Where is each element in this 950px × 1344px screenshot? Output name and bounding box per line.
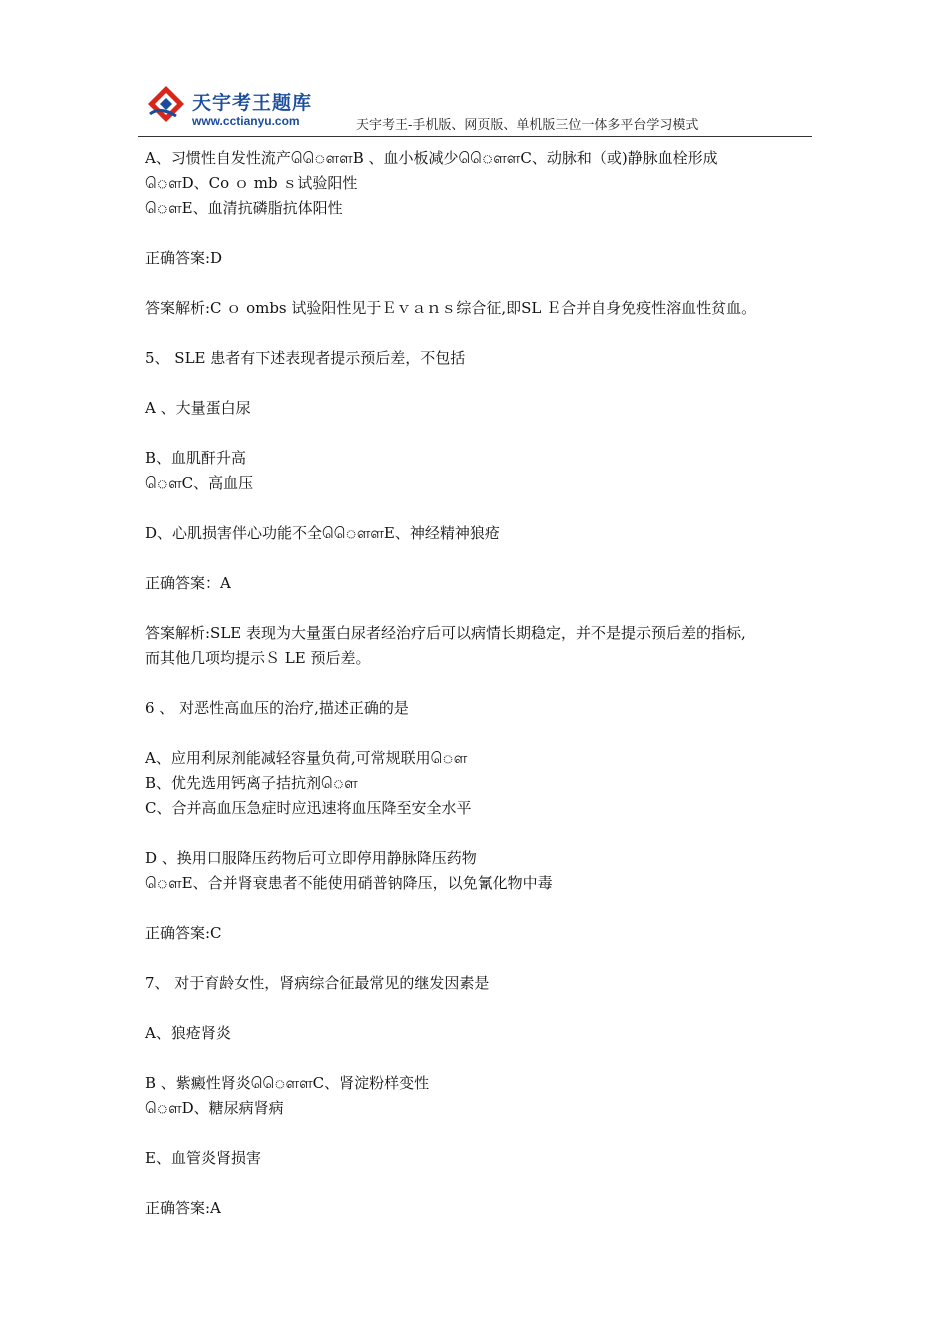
text-line: A、狼疮肾炎: [145, 1024, 231, 1042]
text-line: 正确答案:A: [145, 1199, 221, 1217]
logo: [144, 82, 334, 134]
text-line: B、血肌酐升高: [145, 449, 247, 467]
text-line: 正确答案:D: [145, 249, 223, 267]
text-line: C、合并高血压急症时应迅速将血压降至安全水平: [145, 799, 472, 817]
text-line: ௌE、合并肾衰患者不能使用硝普钠降压，以免氰化物中毒: [145, 874, 553, 892]
text-line: E、血管炎肾损害: [145, 1149, 261, 1167]
text-line: B 、紫癜性肾炎ௌௌC、肾淀粉样变性: [145, 1074, 430, 1092]
text-line: A、应用利尿剂能减轻容量负荷,可常规联用ௌ: [145, 749, 468, 767]
blank-line: [145, 1046, 817, 1071]
blank-line: [145, 221, 817, 246]
document-body: [145, 146, 817, 1221]
blank-line: [145, 271, 817, 296]
logo-text: 天宇考王题库: [192, 92, 313, 114]
blank-line: [145, 896, 817, 921]
blank-line: [145, 821, 817, 846]
blank-line: [145, 421, 817, 446]
text-line: D、心肌损害伴心功能不全ௌௌE、神经精神狼疮: [145, 524, 500, 542]
text-line: B、优先选用钙离子拮抗剂ௌ: [145, 774, 358, 792]
logo-diamond-icon: [146, 84, 186, 124]
text-line: 正确答案:C: [145, 924, 222, 942]
text-line: D 、换用口服降压药物后可立即停用静脉降压药物: [145, 849, 477, 867]
text-line: 而其他几项均提示Ｓ LE 预后差。: [145, 649, 371, 667]
text-line: 答案解析:SLE 表现为大量蛋白尿者经治疗后可以病情长期稳定，并不是提示预后差的指标,: [145, 624, 746, 642]
blank-line: [145, 1121, 817, 1146]
blank-line: [145, 721, 817, 746]
text-line: 7、 对于育龄女性，肾病综合征最常见的继发因素是: [145, 974, 490, 992]
text-line: 正确答案：A: [145, 574, 231, 592]
text-line: A、习惯性自发性流产ௌௌB 、血小板减少ௌௌC、动脉和（或)静脉血栓形成: [145, 149, 718, 167]
blank-line: [145, 546, 817, 571]
text-line: 答案解析:C ｏ ombs 试验阳性见于Ｅｖａｎｓ综合征,即SL Ｅ合并自身免疫性溶血性贫血。: [145, 299, 757, 317]
text-line: ௌC、高血压: [145, 474, 254, 492]
text-line: ௌD、Co ｏ mb ｓ试验阳性: [145, 174, 358, 192]
blank-line: [145, 671, 817, 696]
text-line: 5、 SLE 患者有下述表现者提示预后差，不包括: [145, 349, 466, 367]
text-line: A 、大量蛋白尿: [145, 399, 251, 417]
text-line: 6 、 对恶性高血压的治疗,描述正确的是: [145, 699, 409, 717]
blank-line: [145, 1171, 817, 1196]
blank-line: [145, 496, 817, 521]
text-line: ௌE、血清抗磷脂抗体阳性: [145, 199, 343, 217]
text-line: ௌD、糖尿病肾病: [145, 1099, 284, 1117]
blank-line: [145, 371, 817, 396]
logo-url: www.cctianyu.com: [192, 114, 300, 128]
header-tagline: 天宇考王-手机版、网页版、单机版三位一体多平台学习模式: [356, 118, 699, 133]
blank-line: [145, 596, 817, 621]
page-header: [138, 78, 812, 137]
blank-line: [145, 996, 817, 1021]
blank-line: [145, 321, 817, 346]
blank-line: [145, 946, 817, 971]
